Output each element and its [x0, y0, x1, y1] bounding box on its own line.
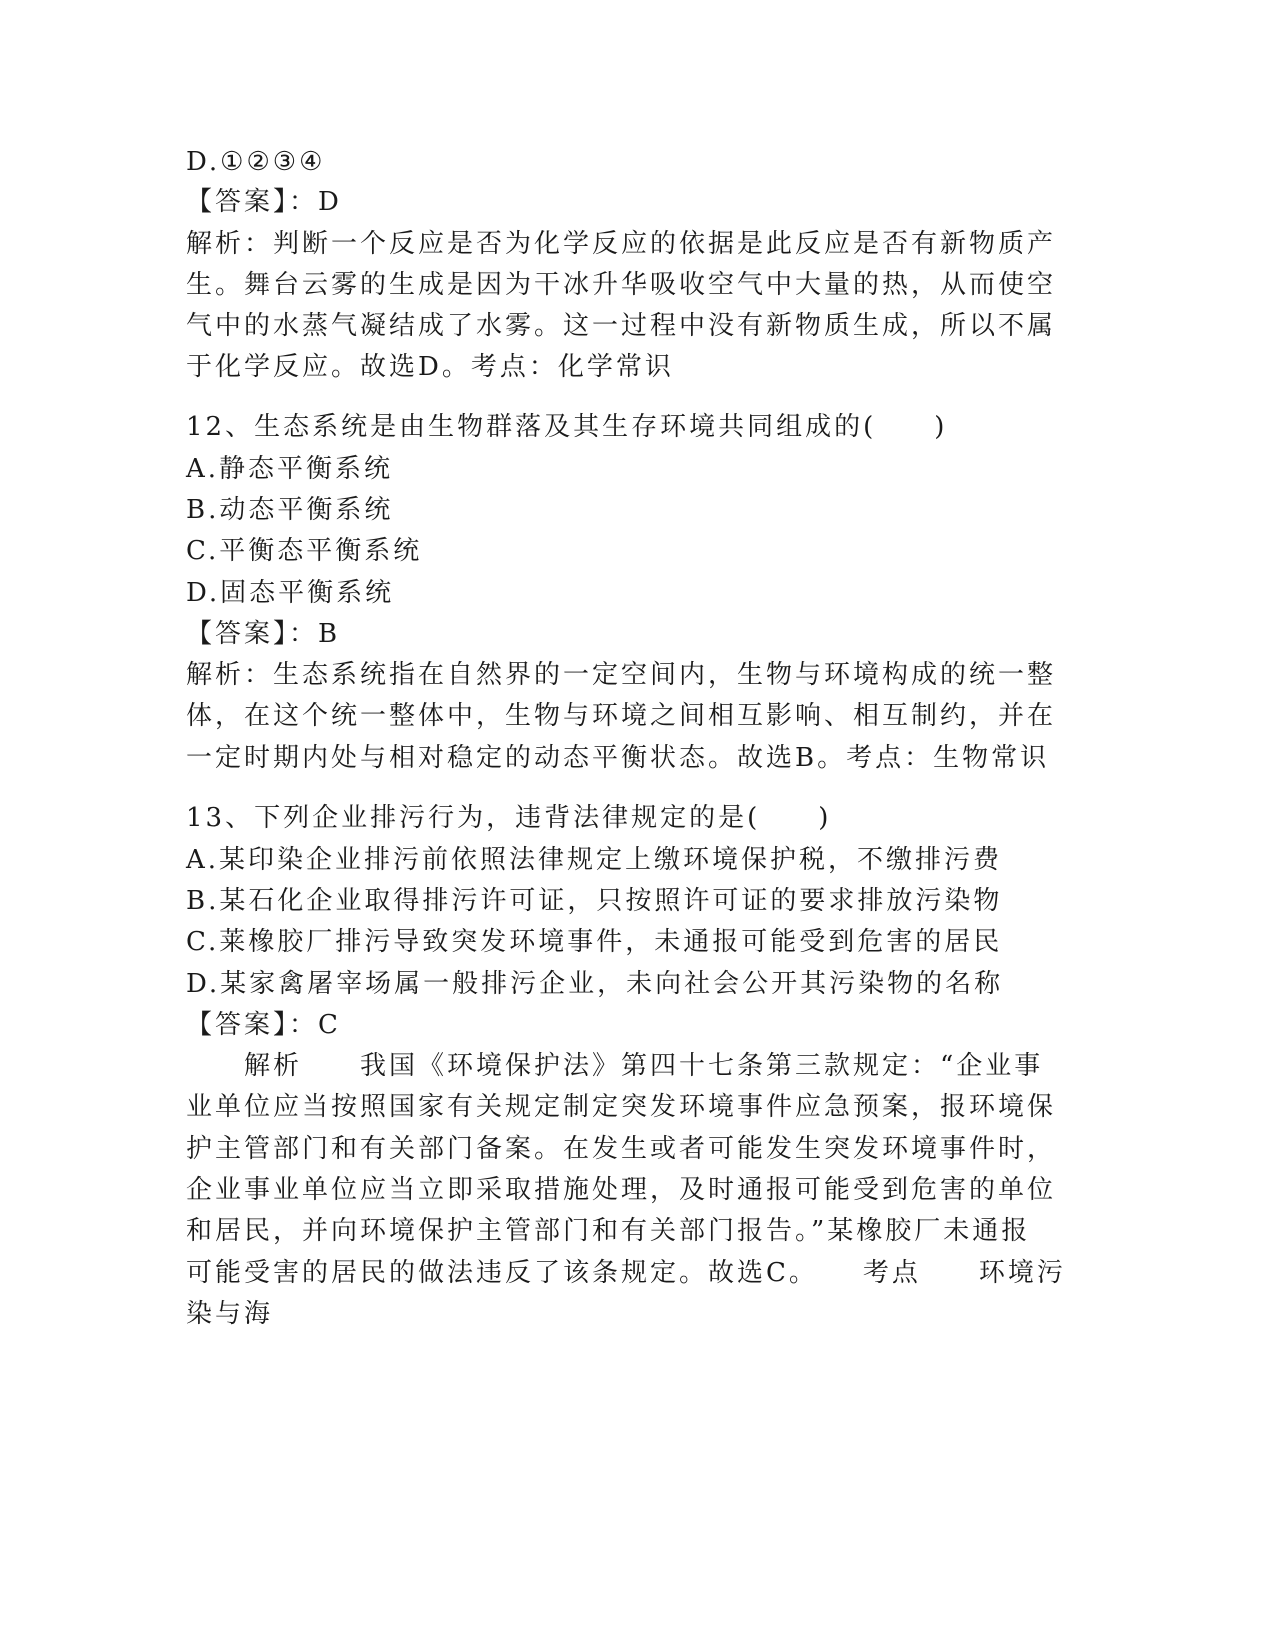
q13-option-a: A.某印染企业排污前依照法律规定上缴环境保护税，不缴排污费 — [186, 845, 1003, 875]
q13-analysis-line-7: 染与海 — [186, 1299, 274, 1329]
q12-option-c: C.平衡态平衡系统 — [186, 536, 423, 566]
q11-analysis-line-1: 解析：判断一个反应是否为化学反应的依据是此反应是否有新物质产 — [186, 229, 1057, 259]
q13-answer: 【答案】：C — [186, 1010, 341, 1040]
q12-analysis-line-1: 解析：生态系统指在自然界的一定空间内，生物与环境构成的统一整 — [186, 660, 1057, 690]
q12-analysis-line-3: 一定时期内处与相对稳定的动态平衡状态。故选B。考点：生物常识 — [186, 743, 1050, 773]
q13-option-b: B.某石化企业取得排污许可证，只按照许可证的要求排放污染物 — [186, 886, 1003, 916]
q12-option-b: B.动态平衡系统 — [186, 495, 394, 525]
q13-analysis-line-3: 护主管部门和有关部门备案。在发生或者可能发生突发环境事件时， — [186, 1134, 1057, 1164]
q13-analysis-line-1: 解析 我国《环境保护法》第四十七条第三款规定：“企业事 — [186, 1051, 1044, 1081]
q13-analysis-line-2: 业单位应当按照国家有关规定制定突发环境事件应急预案，报环境保 — [186, 1092, 1057, 1122]
q11-analysis-line-3: 气中的水蒸气凝结成了水雾。这一过程中没有新物质生成，所以不属 — [186, 311, 1057, 341]
q13-analysis-line-6: 可能受害的居民的做法违反了该条规定。故选C。 考点 环境污 — [186, 1258, 1066, 1288]
q13-question: 13、下列企业排污行为，违背法律规定的是( ) — [186, 803, 832, 833]
q12-analysis-line-2: 体，在这个统一整体中，生物与环境之间相互影响、相互制约，并在 — [186, 701, 1057, 731]
q13-option-d: D.某家禽屠宰场属一般排污企业，未向社会公开其污染物的名称 — [186, 969, 1004, 999]
q12-option-d: D.固态平衡系统 — [186, 578, 395, 608]
q12-option-a: A.静态平衡系统 — [186, 454, 394, 484]
q12-answer: 【答案】：B — [186, 619, 341, 649]
q12-question: 12、生态系统是由生物群落及其生存环境共同组成的( ) — [186, 412, 948, 442]
q13-option-c: C.莱橡胶厂排污导致突发环境事件，未通报可能受到危害的居民 — [186, 927, 1003, 957]
q11-analysis-line-4: 于化学反应。故选D。考点：化学常识 — [186, 352, 674, 382]
q11-analysis-line-2: 生。舞台云雾的生成是因为干冰升华吸收空气中大量的热，从而使空 — [186, 270, 1057, 300]
q13-analysis-line-5: 和居民，并向环境保护主管部门和有关部门报告。”某橡胶厂未通报 — [186, 1216, 1031, 1246]
q11-answer: 【答案】：D — [186, 187, 342, 217]
q11-option-d: D.①②③④ — [186, 147, 326, 177]
q13-analysis-line-4: 企业事业单位应当立即采取措施处理，及时通报可能受到危害的单位 — [186, 1175, 1057, 1205]
